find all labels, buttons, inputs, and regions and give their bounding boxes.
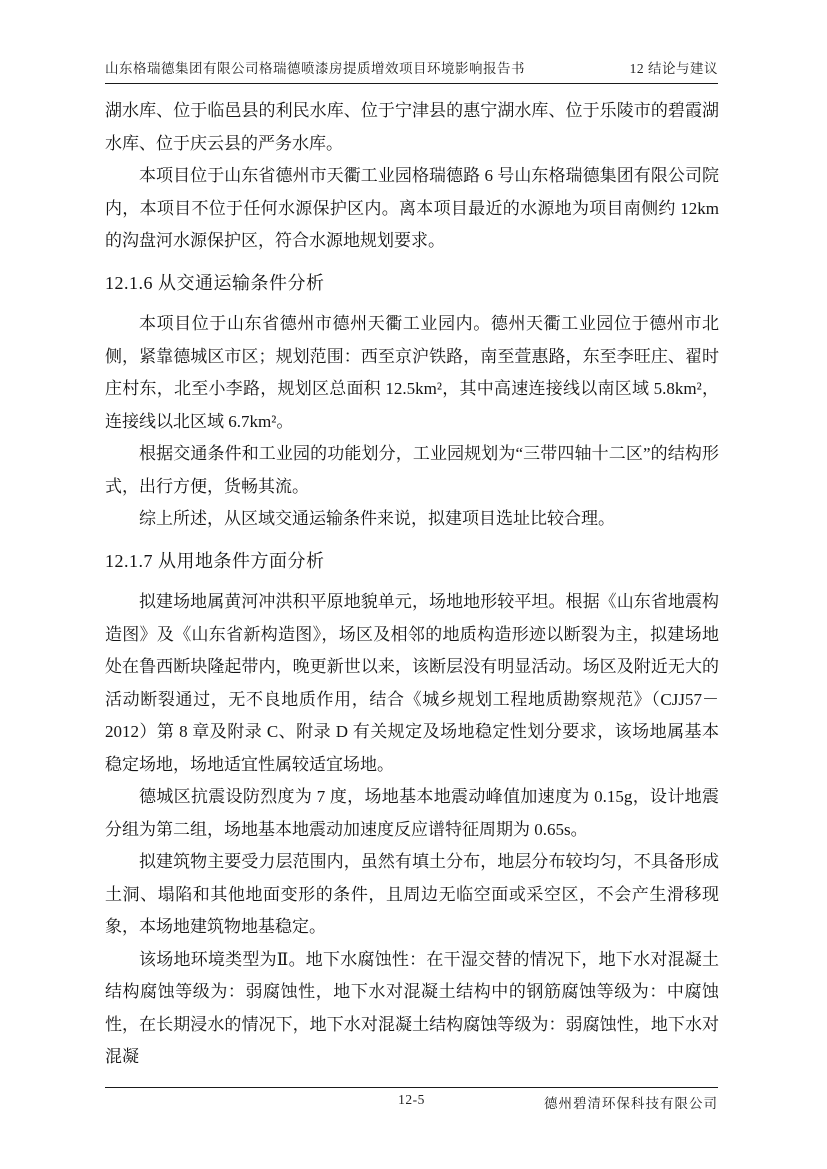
paragraph-groundwater-corrosion: 该场地环境类型为Ⅱ。地下水腐蚀性：在干湿交替的情况下，地下水对混凝土结构腐蚀等级为：弱腐蚀性，地下水对混凝土结构中的钢筋腐蚀等级为：中腐蚀性，在长期浸水的情况下，地下水对混凝土结构腐蚀等级为：弱腐蚀性，地下水对混凝 [105,949,719,1066]
paragraph-seismic: 德城区抗震设防烈度为 7 度，场地基本地震动峰值加速度为 0.15g，设计地震分组为第二组，场地基本地震动加速度反应谱特征周期为 0.65s。 [105,787,719,839]
page-footer [105,1087,718,1111]
section-heading-12-1-6: 12.1.6 从交通运输条件分析 [105,272,325,293]
paragraph-foundation-stability: 拟建筑物主要受力层范围内，虽然有填土分布，地层分布较均匀，不具备形成土洞、塌陷和其他地面变形的条件，且周边无临空面或采空区，不会产生滑移现象，本场地建筑物地基稳定。 [105,852,719,936]
footer-company: 德州碧清环保科技有限公司 [544,1096,718,1111]
paragraph-reservoirs-continued: 湖水库、位于临邑县的利民水库、位于宁津县的惠宁湖水库、位于乐陵市的碧霞湖水库、位于庆云县的严务水库。 [105,101,719,153]
document-body [105,95,719,1074]
paragraph-project-location: 本项目位于山东省德州市天衢工业园格瑞德路 6 号山东格瑞德集团有限公司院内，本项目不位于任何水源保护区内。离本项目最近的水源地为项目南侧约 12km 的沟盘河水源保护区，符合水源地规划要求。 [105,166,719,250]
paragraph-geology: 拟建场地属黄河冲洪积平原地貌单元，场地地形较平坦。根据《山东省地震构造图》及《山东省新构造图》，场区及相邻的地质构造形迹以断裂为主，拟建场地处在鲁西断块隆起带内，晚更新世以来，该断层没有明显活动。场区及附近无大的活动断裂通过，无不良地质作用，结合《城乡规划工程地质勘察规范》（CJJ57－2012）第 8 章及附录 C、附录 D 有关规定及场地稳定性划分要求，该场地属基本稳定场地，场地适宜性属较适宜场地。 [105,592,719,774]
section-heading-12-1-7: 12.1.7 从用地条件方面分析 [105,550,325,571]
paragraph-industrial-park-scope: 本项目位于山东省德州市德州天衢工业园内。德州天衢工业园位于德州市北侧，紧靠德城区市区；规划范围：西至京沪铁路，南至萱惠路，东至李旺庄、翟时庄村东，北至小李路，规划区总面积 12.5km²，其中高速连接线以南区域 5.8km²，连接线以北区域 6.7km²。 [105,314,719,431]
header-report-title: 山东格瑞德集团有限公司格瑞德喷漆房提质增效项目环境影响报告书 [105,61,525,76]
paragraph-transport-conclusion: 综上所述，从区域交通运输条件来说，拟建项目选址比较合理。 [139,509,615,528]
page-header [105,57,718,84]
footer-page-number: 12-5 [398,1092,425,1107]
header-chapter-label: 12 结论与建议 [629,61,718,76]
paragraph-park-structure: 根据交通条件和工业园的功能划分，工业园规划为“三带四轴十二区”的结构形式，出行方便，货畅其流。 [105,444,719,496]
